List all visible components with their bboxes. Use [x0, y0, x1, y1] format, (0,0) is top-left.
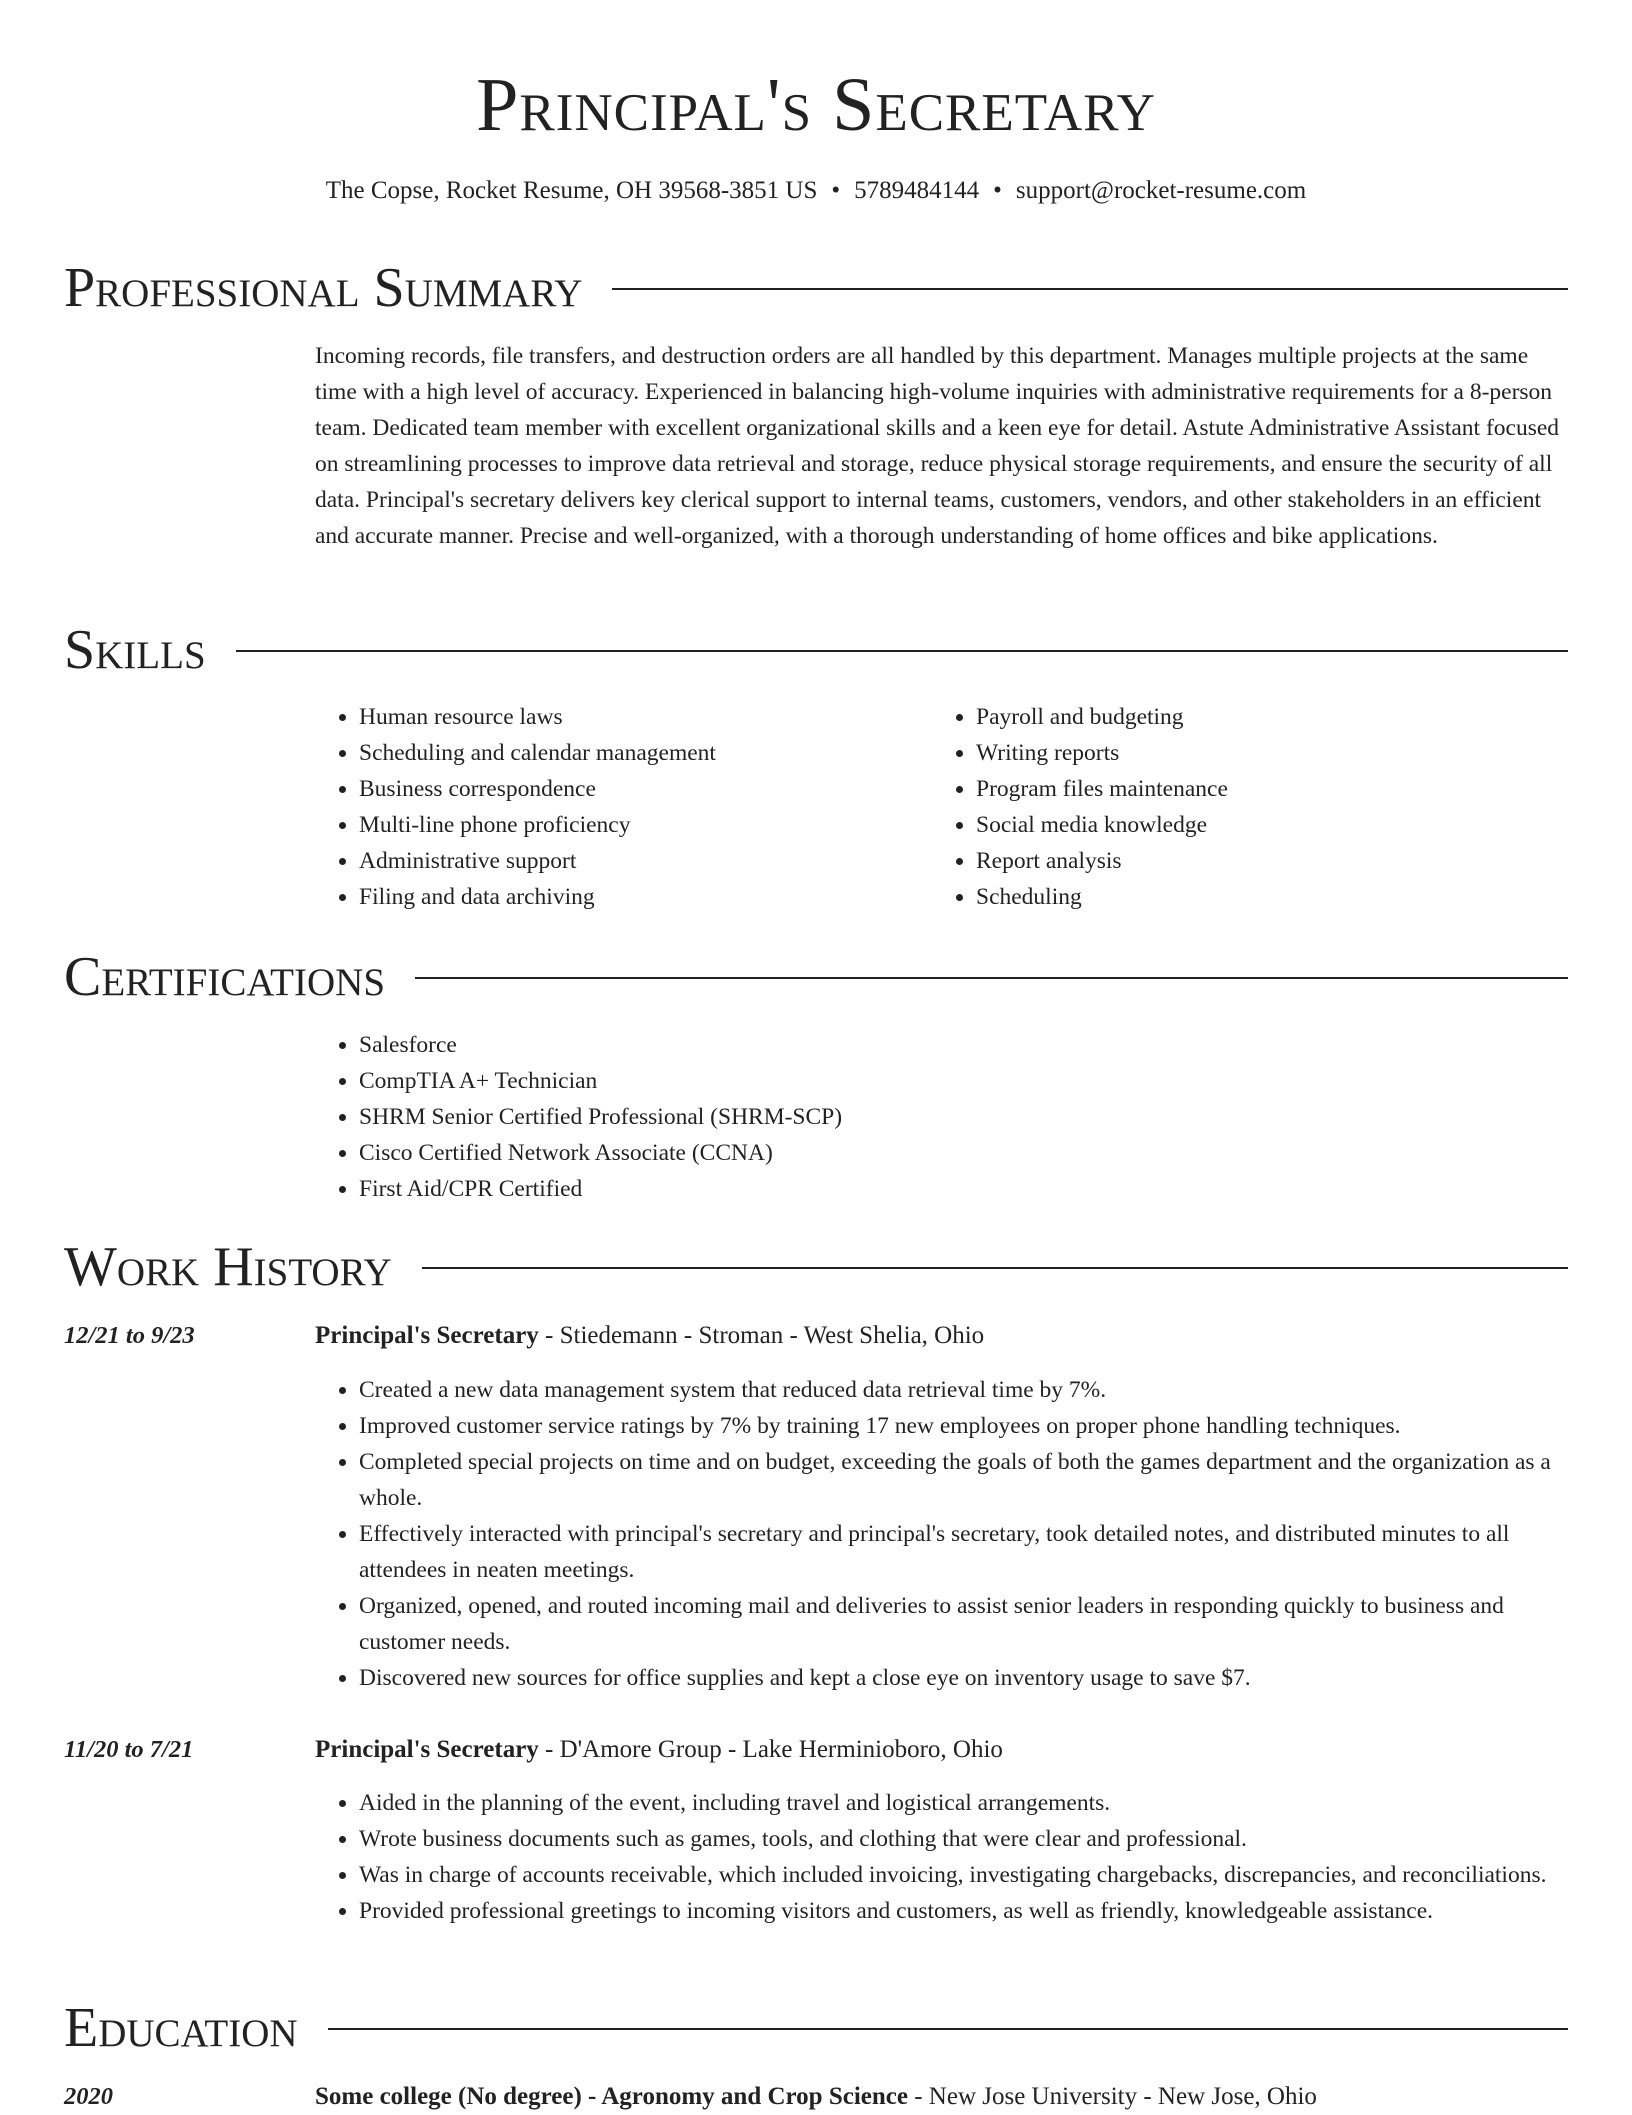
section-title-skills: Skills	[64, 619, 206, 681]
job-bullet: • Organized, opened, and routed incoming mail and deliveries to assist senior leaders in responding quickly to business and customer needs.	[359, 1588, 1568, 1660]
section-title-summary: Professional Summary	[64, 257, 583, 319]
section-header-certifications	[64, 947, 1568, 1007]
section-header-education	[64, 1998, 1568, 2058]
skill-item: • Payroll and budgeting	[976, 699, 1532, 735]
job-heading	[315, 1732, 1568, 1768]
skills-list-right	[932, 699, 1532, 915]
job-title: Principal's Secretary	[315, 1736, 539, 1763]
job-title: Principal's Secretary	[315, 1322, 539, 1349]
job-details: - Stiedemann - Stroman - West Shelia, Ohio	[538, 1322, 985, 1349]
section-title-education: Education	[64, 1997, 298, 2059]
contact-phone: 5789484144	[854, 177, 980, 204]
section-title-work-history: Work History	[64, 1236, 392, 1298]
section-rule	[612, 288, 1568, 290]
skill-item: • Business correspondence	[359, 771, 915, 807]
skill-item: • Writing reports	[976, 735, 1532, 771]
certifications-list	[315, 1027, 1568, 1207]
skills-list-left	[315, 699, 915, 915]
job-bullet: • Improved customer service ratings by 7% by training 17 new employees on proper phone handling techniques.	[359, 1408, 1568, 1444]
section-rule	[328, 2028, 1568, 2030]
skill-item: • Social media knowledge	[976, 807, 1532, 843]
certification-item: • Salesforce	[359, 1027, 1568, 1063]
job-details: - D'Amore Group - Lake Herminioboro, Ohio	[538, 1736, 1003, 1763]
skill-item: • Program files maintenance	[976, 771, 1532, 807]
job-bullet: • Completed special projects on time and on budget, exceeding the goals of both the games department and the organization as a whole.	[359, 1444, 1568, 1516]
job-bullet: • Provided professional greetings to incoming visitors and customers, as well as friendly, knowledgeable assistance.	[359, 1893, 1568, 1929]
section-header-work-history	[64, 1237, 1568, 1297]
contact-separator: •	[993, 177, 1002, 204]
contact-email: support@rocket-resume.com	[1015, 177, 1307, 204]
job-bullet: • Wrote business documents such as games, tools, and clothing that were clear and professional.	[359, 1821, 1568, 1857]
contact-separator: •	[831, 177, 841, 204]
certification-item: • Cisco Certified Network Associate (CCNA)	[359, 1135, 1568, 1171]
skill-item: • Administrative support	[359, 843, 915, 879]
education-degree: Some college (No degree) - Agronomy and Crop Science	[315, 2083, 908, 2110]
skill-item: • Filing and data archiving	[359, 879, 915, 915]
job-dates: 11/20 to 7/21	[64, 1736, 194, 1763]
skill-item: • Multi-line phone proficiency	[359, 807, 915, 843]
summary-text: Incoming records, file transfers, and destruction orders are all handled by this department. Manages multiple projects at the same time with a high level of accuracy. Experienced in balancing high-volume inquiries with administrative requirements for a 8-person team. Dedicated team member with excellent organizational skills and a keen eye for detail. Astute Administrative Assistant focused on streamlining processes to improve data retrieval and storage, reduce physical storage requirements, and ensure the security of all data. Principal's secretary delivers key clerical support to internal teams, customers, vendors, and other stakeholders in an efficient and accurate manner. Precise and well-organized, with a thorough understanding of home offices and bike applications.	[315, 343, 1560, 549]
resume-name: Principal's Secretary	[476, 63, 1156, 147]
job-bullets	[315, 1372, 1568, 1696]
skill-item: • Scheduling and calendar management	[359, 735, 915, 771]
contact-line	[64, 174, 1568, 208]
job-bullets	[315, 1785, 1568, 1929]
job-bullet: • Created a new data management system that reduced data retrieval time by 7%.	[359, 1372, 1568, 1408]
section-rule	[422, 1267, 1568, 1269]
contact-address: The Copse, Rocket Resume, OH 39568-3851 US	[325, 177, 818, 204]
education-year: 2020	[64, 2083, 113, 2110]
job-bullet: • Effectively interacted with principal's secretary and principal's secretary, took detailed notes, and distributed minutes to all attendees in neaten meetings.	[359, 1516, 1568, 1588]
section-header-summary	[64, 258, 1568, 318]
section-rule	[236, 650, 1568, 652]
section-rule	[415, 977, 1568, 979]
skill-item: • Human resource laws	[359, 699, 915, 735]
education-details: - New Jose University - New Jose, Ohio	[907, 2083, 1317, 2110]
certification-item: • SHRM Senior Certified Professional (SHRM-SCP)	[359, 1099, 1568, 1135]
job-bullet: • Was in charge of accounts receivable, which included invoicing, investigating chargebacks, discrepancies, and reconciliations.	[359, 1857, 1568, 1893]
education-heading	[315, 2079, 1568, 2115]
job-bullet: • Discovered new sources for office supplies and kept a close eye on inventory usage to save $7.	[359, 1660, 1568, 1696]
job-dates: 12/21 to 9/23	[64, 1322, 195, 1349]
section-title-certifications: Certifications	[64, 946, 386, 1008]
skill-item: • Report analysis	[976, 843, 1532, 879]
job-heading	[315, 1318, 1568, 1354]
certification-item: • CompTIA A+ Technician	[359, 1063, 1568, 1099]
skill-item: • Scheduling	[976, 879, 1532, 915]
certification-item: • First Aid/CPR Certified	[359, 1171, 1568, 1207]
job-bullet: • Aided in the planning of the event, including travel and logistical arrangements.	[359, 1785, 1568, 1821]
section-header-skills	[64, 620, 1568, 680]
